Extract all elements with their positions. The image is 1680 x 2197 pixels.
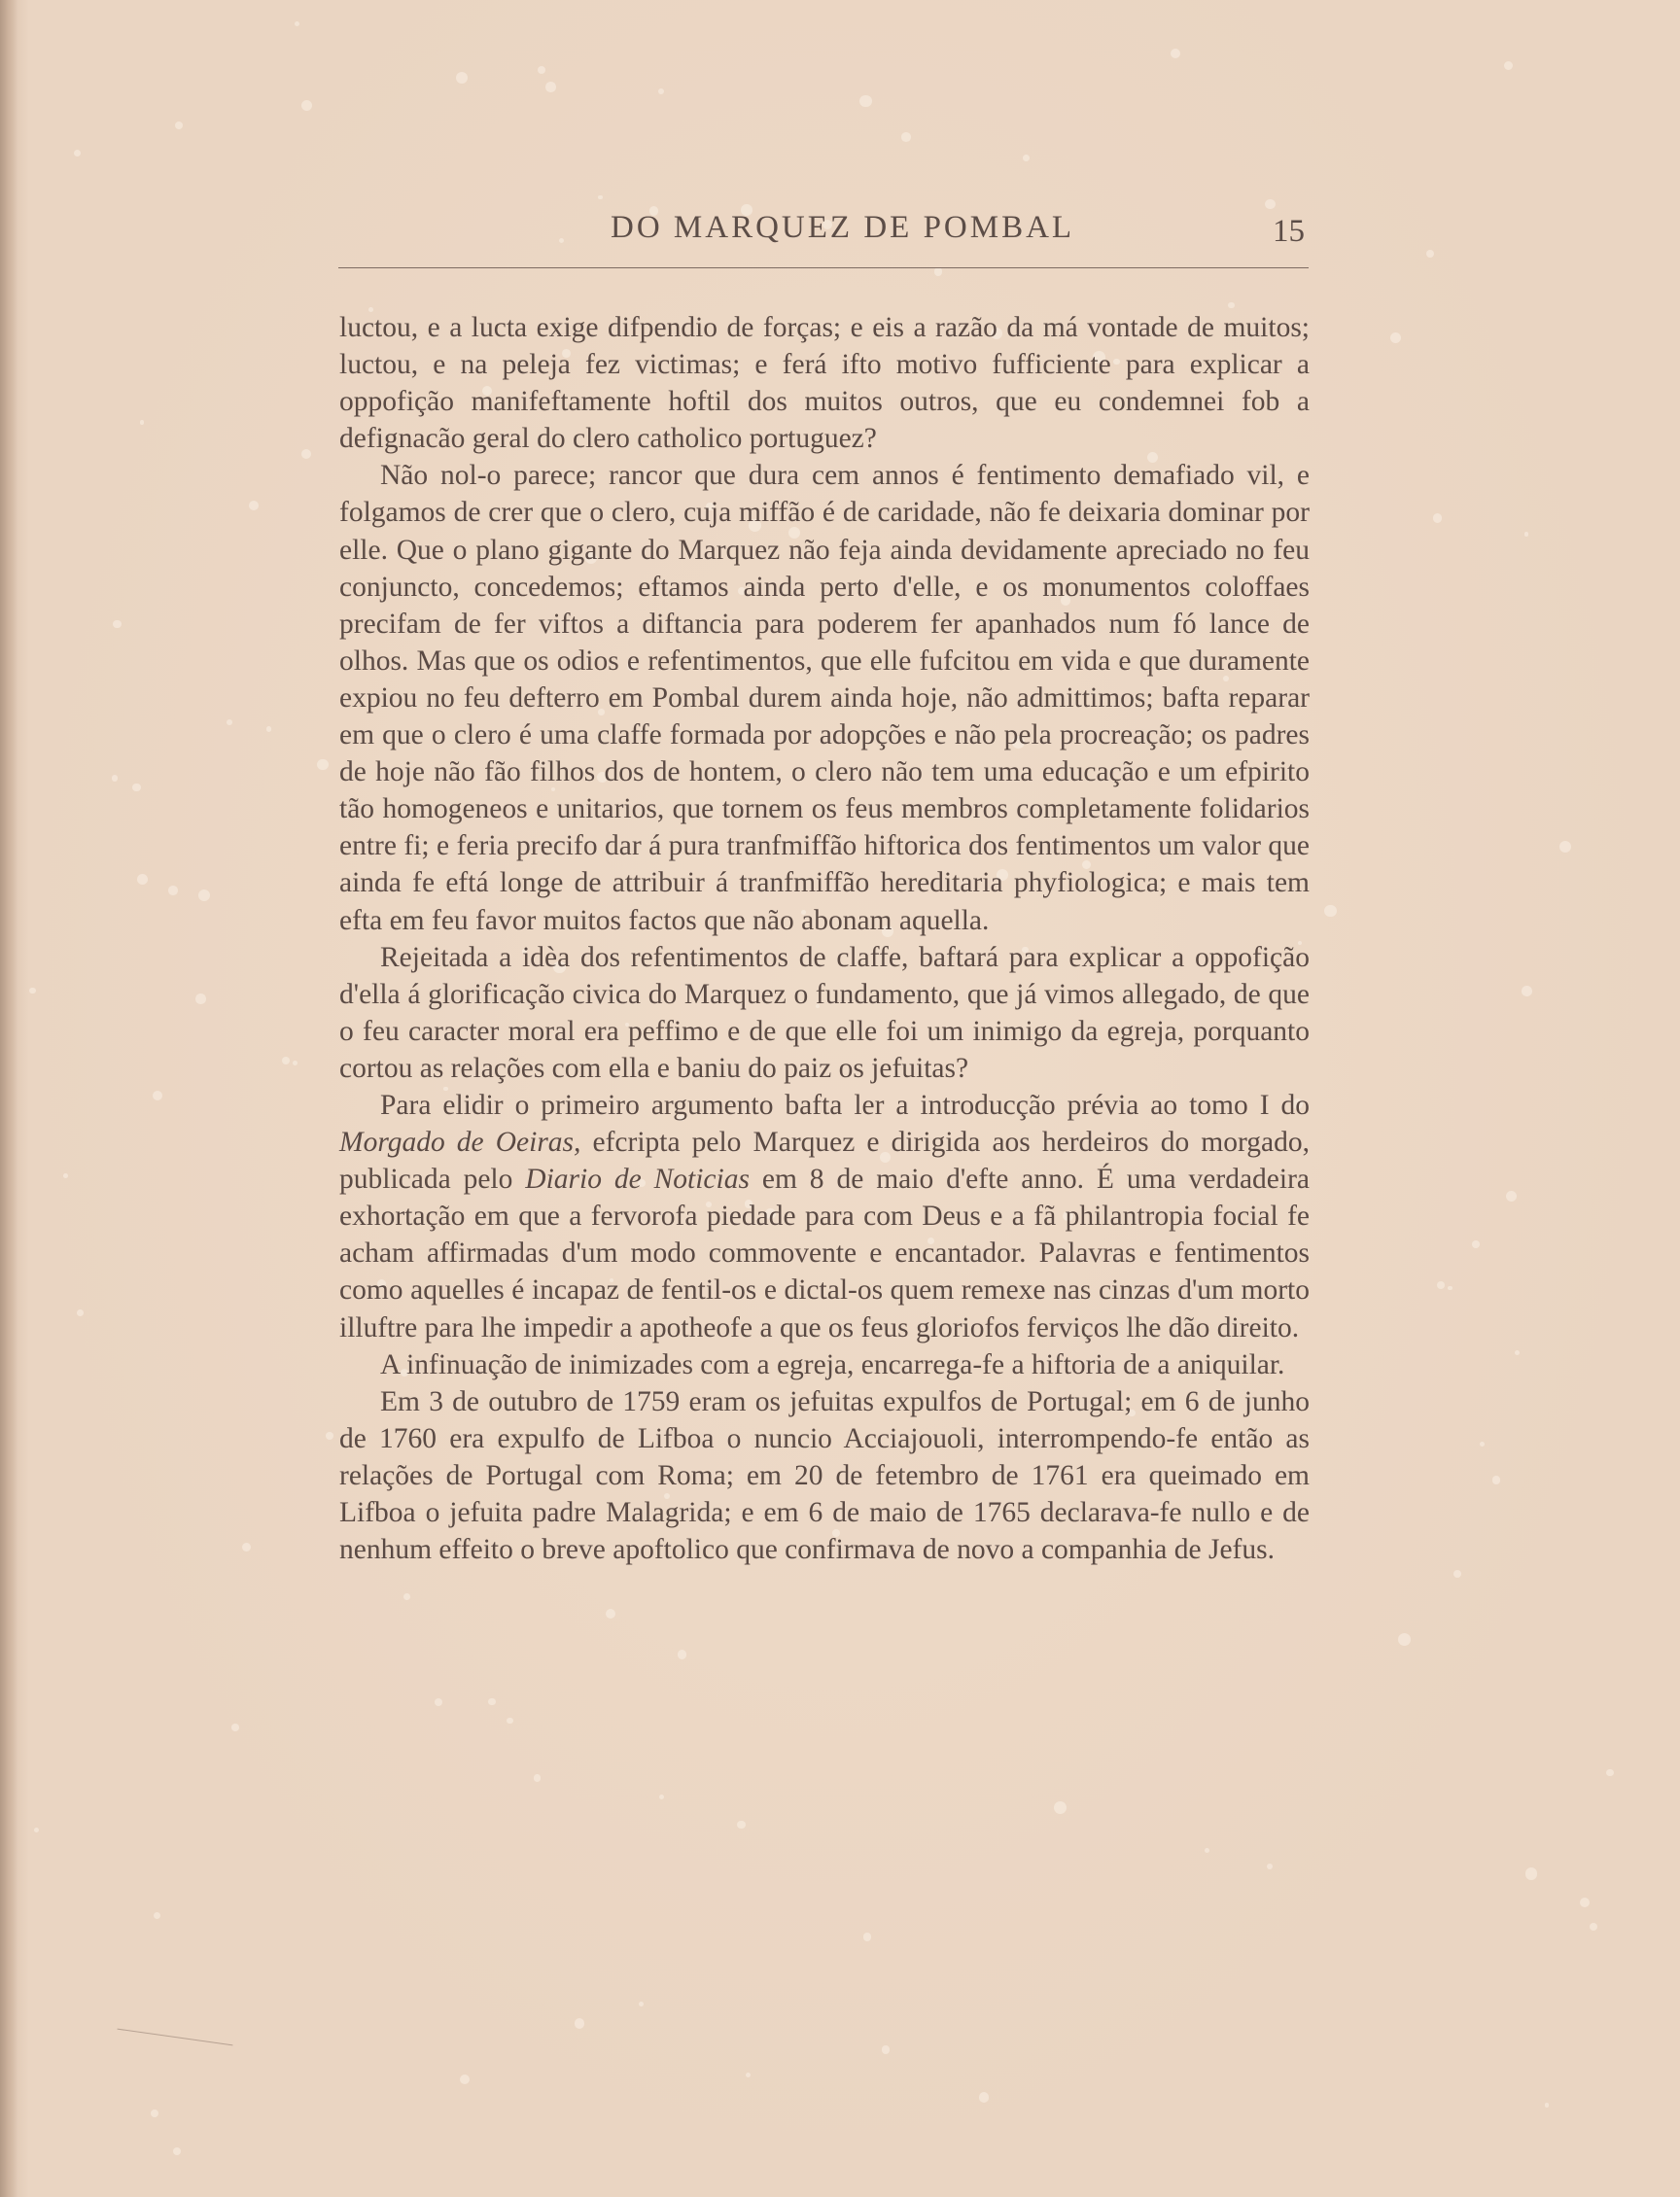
paper-speckle	[1590, 1923, 1597, 1931]
paper-speckle	[859, 95, 872, 108]
paper-speckle	[1390, 332, 1401, 343]
paragraph	[339, 309, 1310, 457]
paper-speckle	[934, 267, 942, 275]
paper-speckle	[1324, 905, 1337, 918]
running-title: DO MARQUEZ DE POMBAL	[611, 210, 1075, 245]
paper-speckle	[140, 420, 145, 425]
paper-speckle	[282, 1057, 290, 1064]
paper-speckle	[1426, 250, 1434, 258]
paper-speckle	[746, 2073, 751, 2077]
header-rule	[338, 267, 1309, 268]
paper-speckle	[1472, 1240, 1480, 1248]
paper-speckle	[175, 122, 183, 129]
paper-speckle	[1480, 1442, 1485, 1447]
paragraph	[339, 1346, 1310, 1383]
paper-speckle	[460, 2075, 471, 2085]
paper-speckle	[1524, 532, 1529, 537]
paragraph	[339, 939, 1310, 1087]
paper-speckle	[301, 449, 311, 459]
text-segment: Para elidir o primeiro argumento bafta ler a introducção prévia ao tomo I do	[380, 1089, 1310, 1121]
paper-speckle	[326, 1432, 333, 1440]
paper-speckle	[242, 1543, 251, 1552]
paper-speckle	[34, 1828, 40, 1833]
text-segment: luctou, e a lucta exige difpendio de forças; e eis a razão da má vontade de muitos; luctou, e na peleja fez victimas; e ferá ifto motivo fufficiente para explicar a oppofição manifeftamente hoftil dos muitos outros, que eu condemnei fob a defignacão geral do clero catholico portuguez?	[339, 312, 1310, 455]
paper-speckle	[658, 88, 664, 94]
paper-speckle	[113, 620, 121, 628]
paper-speckle	[1545, 2103, 1549, 2107]
paper-speckle	[74, 150, 81, 157]
body-text	[339, 309, 1310, 1884]
paper-speckle	[295, 21, 299, 26]
paper-speckle	[29, 988, 36, 994]
paper-speckle	[1504, 61, 1513, 70]
paragraph	[339, 1087, 1310, 1346]
text-segment: em 8 de maio d'efte anno. É uma verdadeira exhortação em que a fervorofa piedade para com Deus e a fã philantropia focial fe acham affirmadas d'um modo commovente e encantador. Palavras e fentimentos como aquelles é incapaz de fentil-os e dictal-os quem remexe nas cinzas d'um morto illuftre para lhe impedir a apotheofe a que os feus gloriofos ferviços lhe dão direito.	[339, 1164, 1310, 1343]
paper-speckle	[195, 994, 206, 1004]
paper-speckle	[112, 775, 118, 781]
text-segment: efcripta pelo Marquez e dirigida aos herdeiros do morgado, publicada pelo	[339, 1127, 1310, 1196]
paper-speckle	[154, 1912, 160, 1919]
paper-speckle	[151, 2110, 158, 2117]
text-segment: Rejeitada a idèa dos refentimentos de claffe, baftará para explicar a oppofição d'ella á glorificação civica do Marquez o fundamento, que já vimos allegado, de que o feu caracter moral era peffimo e de que elle foi um inimigo da egreja, porquanto cortou as relações com ella e baniu do paiz os jefuitas?	[339, 941, 1310, 1084]
paper-speckle	[1398, 1633, 1411, 1646]
paper-speckle	[979, 2092, 990, 2103]
paper-speckle	[1453, 1570, 1461, 1578]
paper-speckle	[132, 784, 140, 791]
paper-speckle	[249, 501, 259, 510]
paper-speckle	[317, 759, 328, 770]
paper-speckle	[1171, 49, 1180, 58]
paper-speckle	[863, 1933, 871, 1940]
paper-speckle	[1437, 1281, 1445, 1289]
paper-speckle	[1525, 1867, 1538, 1880]
paper-speckle	[1559, 841, 1571, 853]
paper-speckle	[1606, 1769, 1613, 1776]
paper-speckle	[882, 2045, 891, 2054]
paper-speckle	[901, 132, 911, 142]
paragraph	[339, 1383, 1310, 1568]
paper-speckle	[266, 726, 271, 731]
paper-speckle	[63, 1173, 68, 1178]
paper-speckle	[575, 2018, 585, 2029]
paper-speckle	[173, 2147, 181, 2155]
paper-speckle	[1228, 302, 1234, 308]
paper-speckle	[1492, 1476, 1500, 1483]
paper-speckle	[1448, 1286, 1452, 1291]
paper-speckle	[293, 1061, 298, 1065]
page-edge-shadow	[0, 0, 18, 2197]
paper-speckle	[227, 719, 232, 725]
text-segment: A infinuação de inimizades com a egreja, encarrega-fe a hiftoria de a aniquilar.	[380, 1348, 1285, 1380]
paper-speckle	[231, 1724, 239, 1731]
paper-speckle	[168, 886, 178, 895]
paper-speckle	[1023, 155, 1030, 161]
paper-speckle	[1506, 1191, 1517, 1202]
page-number: 15	[1273, 214, 1305, 249]
paper-speckle	[301, 100, 312, 111]
margin-mark	[118, 2029, 233, 2046]
text-segment: Não nol-o parece; rancor que dura cem annos é fentimento demafiado vil, e folgamos de crer que o clero, cuja miffão é de caridade, não fe deixaria dominar por elle. Que o plano gigante do Marquez não feja ainda devidamente apreciado no feu conjuncto, concedemos; eftamos ainda perto d'elle, e os monumentos coloffaes precifam de fer viftos a diftancia para poderem fer apanhados num fó lance de olhos. Mas que os odios e refentimentos, que elle fufcitou em vida e que duramente expiou no feu defterro em Pombal durem ainda hoje, não admittimos; bafta reparar em que o clero é uma claffe formada por adopções e não pela procreação; os padres de hoje não fão filhos dos de hontem, o clero não tem uma educação e um efpirito tão homogeneos e unitarios, que tornem os feus membros completamente folidarios entre fi; e feria precifo dar á pura tranfmiffão hiftorica dos fentimentos um valor que ainda fe eftá longe de attribuir á tranfmiffão hereditaria phyfiologica; e mais tem efta em feu favor muitos factos que não abonam aquella.	[339, 460, 1310, 936]
italic-title: Morgado de Oeiras,	[339, 1127, 581, 1159]
paper-speckle	[1433, 513, 1443, 523]
paper-speckle	[137, 874, 148, 885]
paper-speckle	[545, 82, 556, 92]
running-head	[338, 206, 1309, 255]
paper-speckle	[639, 2002, 644, 2006]
paragraph	[339, 457, 1310, 938]
paper-speckle	[1515, 1350, 1520, 1355]
paper-speckle	[153, 1091, 162, 1100]
paper-speckle	[538, 66, 546, 75]
text-segment: Em 3 de outubro de 1759 eram os jefuitas expulfos de Portugal; em 6 de junho de 1760 era expulfo de Lifboa o nuncio Acciajouoli, interrompendo-fe então as relações de Portugal com Roma; em 20 de fetembro de 1761 era queimado em Lifboa o jefuita padre Malagrida; e em 6 de maio de 1765 declarava-fe nullo e de nenhum effeito o breve apoftolico que confirmava de novo a companhia de Jefus.	[339, 1385, 1310, 1566]
paper-speckle	[1580, 1898, 1590, 1907]
paper-speckle	[1522, 986, 1532, 996]
italic-title: Diario de Noticias	[525, 1164, 750, 1196]
paper-speckle	[456, 72, 468, 84]
paper-speckle	[598, 195, 603, 200]
paper-speckle	[198, 889, 210, 901]
paper-speckle	[77, 1309, 84, 1316]
